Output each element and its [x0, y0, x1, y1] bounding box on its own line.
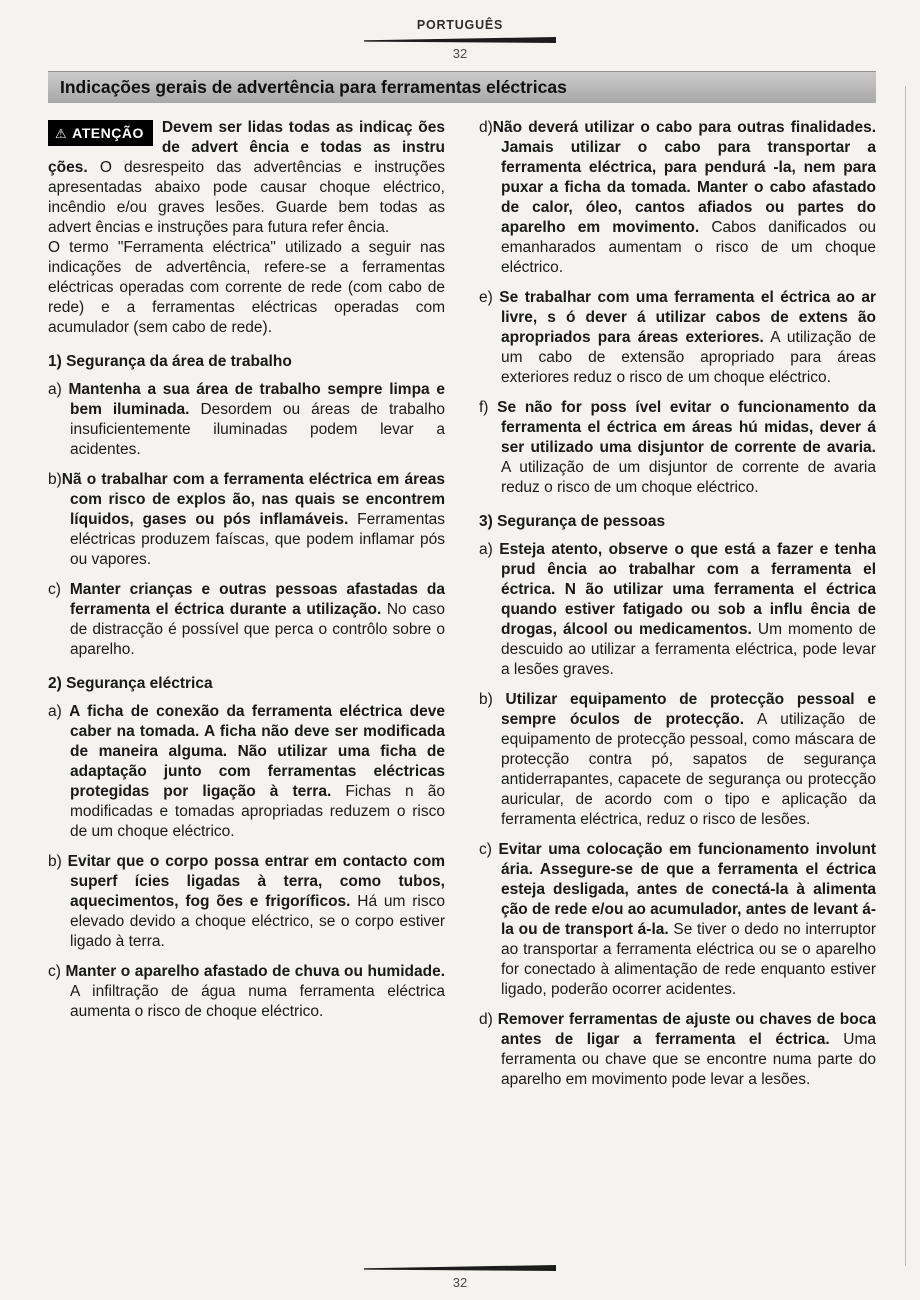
safety-item	[479, 398, 876, 498]
item-explanation: Há um risco elevado devido a choque eléctrico, se o corpo estiver ligado à terra.	[70, 893, 445, 950]
section-heading-1: 1) Segurança da área de trabalho	[48, 353, 292, 370]
item-directive: Manter o aparelho afastado de chuva ou humidade.	[65, 963, 446, 980]
scan-artifact-line	[905, 86, 906, 1266]
item-directive: A ficha de conexão da ferramenta eléctrica deve caber na tomada. A ficha não deve ser modificada de maneira alguma. Não utilizar uma ficha de adaptação junto com ferramentas eléctricas protegidas por ligação à terra.	[69, 703, 446, 800]
item-directive: Manter crianças e outras pessoas afastadas da ferramenta el éctrica durante a utilização.	[69, 581, 445, 618]
language-label: PORTUGUÊS	[416, 18, 504, 32]
right-column	[479, 118, 876, 1100]
warning-directive: Devem ser lidas todas as indicaç ões de advert ência e todas as instru ções.	[48, 119, 445, 176]
footer-rule	[364, 1265, 556, 1271]
safety-item	[479, 288, 876, 388]
term-paragraph: O termo "Ferramenta eléctrica" utilizado a seguir nas indicações de advertência, refere-se a ferramentas eléctricas operadas com corrente de rede (com cabo de rede) e a ferramentas eléctricas operadas com acumulador (sem cabo de rede).	[48, 239, 445, 336]
item-letter: c)	[48, 963, 66, 980]
warning-triangle-icon: ⚠	[55, 125, 68, 141]
item-letter: b)	[48, 853, 68, 870]
page-title: Indicações gerais de advertência para ferramentas eléctricas	[60, 77, 567, 97]
item-letter: a)	[48, 381, 69, 398]
item-explanation: Ferramentas eléctricas produzem faíscas, que podem inflamar pós ou vapores.	[70, 511, 446, 568]
item-directive: Esteja atento, observe o que está a fazer e tenha prud ência ao trabalhar com a ferramenta el éctrica. N ão utilizar uma ferramenta el éctrica quando estiver fatigado ou sob a influ ência de drogas, álcool ou medicamentos.	[499, 541, 876, 638]
warning-paragraph	[48, 118, 445, 238]
page-number-top: 32	[452, 46, 468, 61]
item-explanation: Um momento de descuido ao utilizar a ferramenta eléctrica, pode levar a lesões graves.	[501, 621, 876, 678]
section-heading-3: 3) Segurança de pessoas	[479, 513, 666, 530]
item-explanation: Se tiver o dedo no interruptor ao transportar a ferramenta eléctrica ou se o aparelho for conectado à alimentação de rede enquanto estiver ligado, poderão ocorrer acidentes.	[501, 921, 876, 998]
item-letter: d)	[479, 119, 493, 136]
item-explanation: Desordem ou áreas de trabalho insuficientemente iluminadas podem levar a acidentes.	[70, 401, 445, 458]
safety-item	[48, 580, 445, 660]
section-heading-2: 2) Segurança eléctrica	[48, 675, 213, 692]
item-letter: a)	[479, 541, 500, 558]
item-explanation: Uma ferramenta ou chave que se encontre numa parte do aparelho em movimento pode levar a lesões.	[501, 1031, 876, 1088]
page-footer	[0, 1265, 920, 1290]
item-explanation: A utilização de equipamento de protecção pessoal, como máscara de protecção contra pó, sapatos de segurança antiderrapantes, capacete de segurança ou protecção auricular, de acordo com o tipo e aplicação da ferramenta eléctrica, reduz o risco de lesões.	[501, 711, 876, 828]
header-rule	[364, 37, 556, 43]
warning-badge	[48, 120, 153, 146]
safety-item	[48, 962, 445, 1022]
item-letter: b)	[479, 691, 506, 708]
item-letter: e)	[479, 289, 500, 306]
item-directive: Evitar que o corpo possa entrar em contacto com superf ícies ligadas à terra, como tubos, aquecimentos, fog ões e frigoríficos.	[67, 853, 445, 910]
item-directive: Não deverá utilizar o cabo para outras finalidades. Jamais utilizar o cabo para transportar a ferramenta eléctrica, para pendurá -la, nem para puxar a ficha da tomada. Manter o cabo afastado de calor, óleo, cantos afiados ou partes do aparelho em movimento.	[492, 119, 876, 236]
safety-item	[479, 840, 876, 1000]
warning-explanation: O desrespeito das advertências e instruções apresentadas abaixo pode causar choque eléctrico, incêndio e/ou graves lesões. Guarde bem todas as advert ências e instruções para futura refer ência.	[48, 159, 445, 236]
content-columns	[48, 118, 876, 1100]
safety-item	[479, 118, 876, 278]
item-directive: Se trabalhar com uma ferramenta el éctrica ao ar livre, s ó dever á utilizar cabos de extens ão apropriados para áreas exteriores.	[499, 289, 877, 346]
left-column	[48, 118, 445, 1100]
item-letter: c)	[479, 841, 499, 858]
page-number-bottom: 32	[452, 1275, 468, 1290]
item-explanation: No caso de distracção é possível que perca o contrôlo sobre o aparelho.	[70, 601, 445, 658]
safety-item	[48, 380, 445, 460]
item-directive: Mantenha a sua área de trabalho sempre limpa e bem iluminada.	[68, 381, 445, 418]
safety-item	[48, 852, 445, 952]
item-directive: Utilizar equipamento de protecção pessoal e sempre óculos de protecção.	[501, 691, 876, 728]
item-directive: Evitar uma colocação em funcionamento involunt ária. Assegure-se de que a ferramenta el éctrica esteja desligada, antes de conectá-la à alimenta ção de rede e/ou ao acumulador, antes de levant á-la ou de transport á-la.	[498, 841, 877, 938]
safety-item	[479, 540, 876, 680]
item-letter: b)	[48, 471, 62, 488]
safety-item	[479, 690, 876, 830]
item-explanation: A utilização de um disjuntor de corrente de avaria reduz o risco de um choque eléctrico.	[501, 459, 876, 496]
item-explanation: A utilização de um cabo de extensão apropriado para áreas exteriores reduz o risco de um choque eléctrico.	[501, 329, 876, 386]
warning-badge-label: ATENÇÃO	[72, 125, 144, 141]
safety-item	[48, 702, 445, 842]
item-letter: d)	[479, 1011, 498, 1028]
item-directive: Nã o trabalhar com a ferramenta eléctrica em áreas com risco de explos ão, nas quais se encontrem líquidos, gases ou pós inflamáveis.	[61, 471, 445, 528]
item-explanation: A infiltração de água numa ferramenta eléctrica aumenta o risco de choque eléctrico.	[70, 983, 445, 1020]
safety-item	[48, 470, 445, 570]
item-explanation: Cabos danificados ou emanharados aumentam o risco de um choque eléctrico.	[501, 219, 876, 276]
item-explanation: Fichas n ão modificadas e tomadas apropriadas reduzem o risco de um choque eléctrico.	[70, 783, 445, 840]
section-title-bar	[48, 71, 876, 103]
item-directive: Se não for poss ível evitar o funcionamento da ferramenta el éctrica em áreas hú midas, dever á ser utilizado uma disjuntor de corrente de avaria.	[497, 399, 876, 456]
item-letter: c)	[48, 581, 70, 598]
page-header	[0, 0, 920, 61]
item-letter: a)	[48, 703, 70, 720]
item-directive: Remover ferramentas de ajuste ou chaves de boca antes de ligar a ferramenta el éctrica.	[497, 1011, 876, 1048]
safety-item	[479, 1010, 876, 1090]
item-letter: f)	[479, 399, 498, 416]
